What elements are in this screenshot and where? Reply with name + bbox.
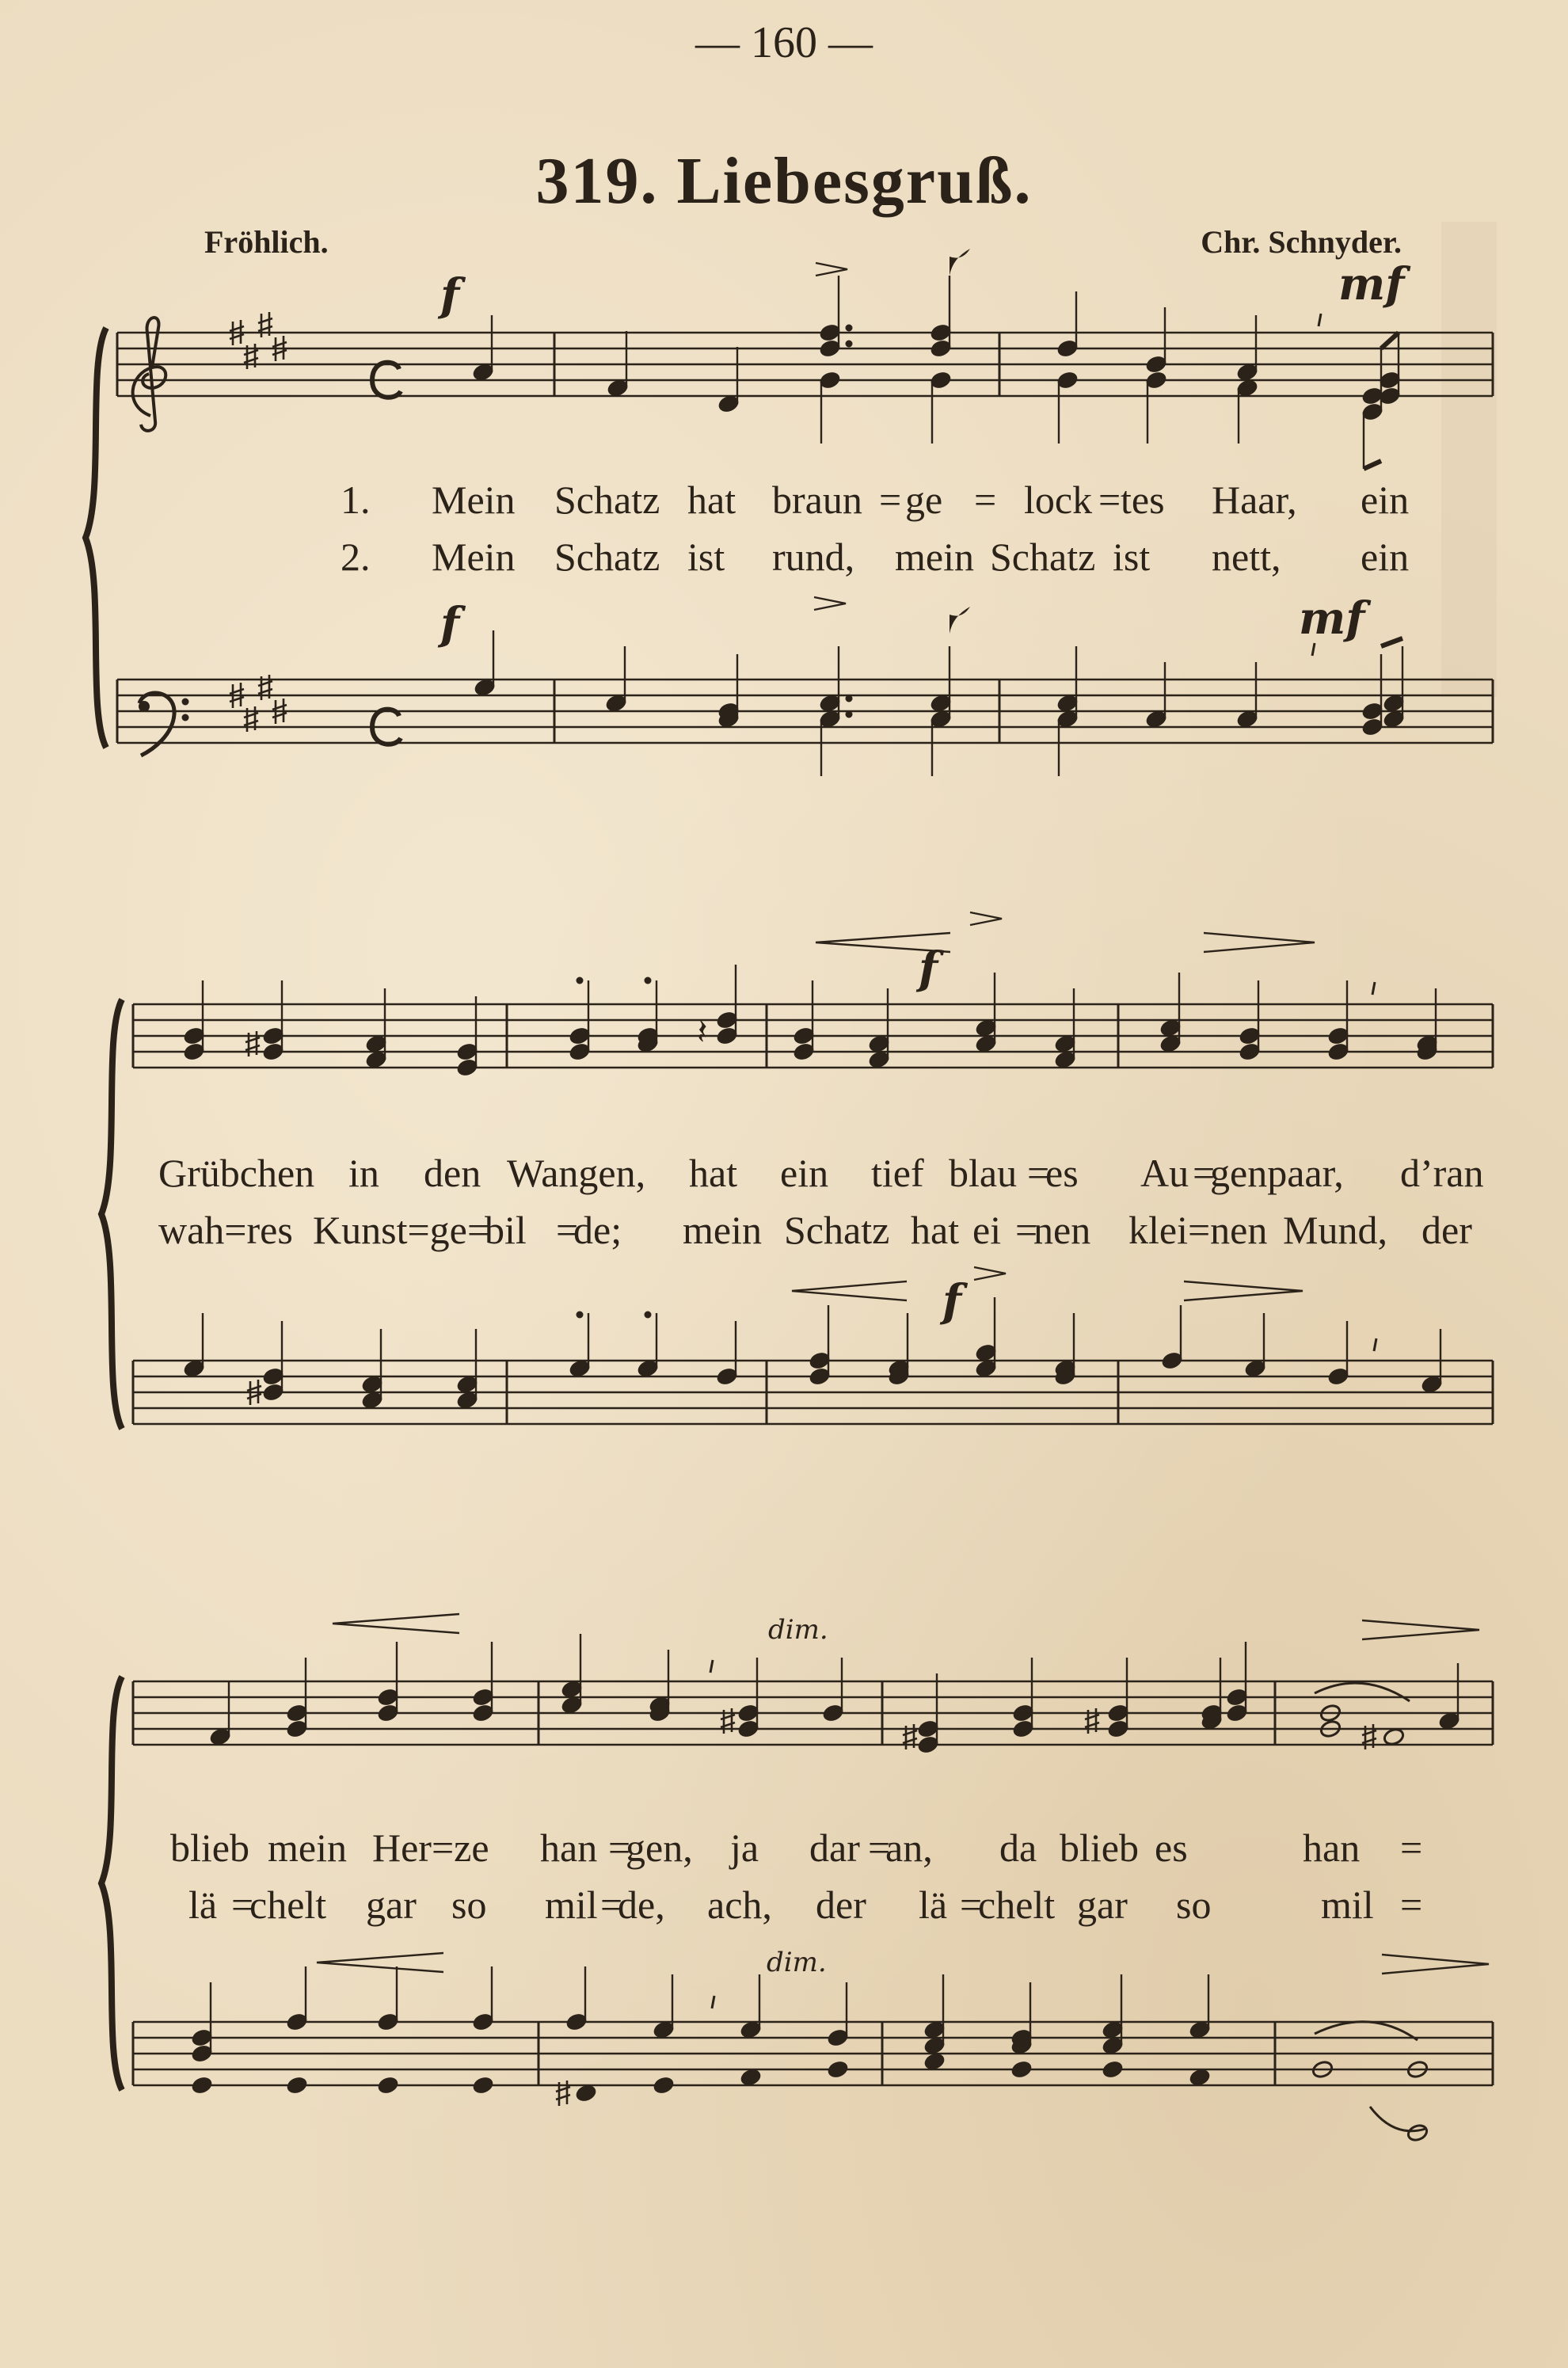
lyric-syllable: mil	[545, 1883, 598, 1927]
lyric-syllable: Schatz	[554, 478, 660, 522]
lyric-syllable: blieb	[170, 1825, 249, 1870]
breath-mark	[712, 1996, 714, 2008]
dynamic-forte: f	[440, 598, 460, 650]
lyric-syllable: mein	[683, 1208, 762, 1252]
treble-clef	[133, 318, 166, 431]
lyric-syllable: Mein	[432, 478, 516, 522]
lyric-hyphen: =	[879, 478, 902, 522]
tie-arc	[1370, 2107, 1425, 2131]
lyric-hyphen: =	[467, 1208, 490, 1252]
half-note	[1383, 1727, 1406, 1747]
decrescendo-hairpin	[1204, 933, 1315, 952]
note-head	[923, 2052, 946, 2072]
note-head	[377, 2076, 400, 2096]
lyric-syllable: den	[424, 1151, 481, 1195]
system-brace	[86, 328, 106, 748]
note-beam	[1381, 333, 1399, 348]
bass-clef-dot	[182, 699, 189, 706]
tempo-marking: Fröhlich.	[204, 224, 329, 260]
lyric-syllable: es	[1155, 1825, 1188, 1870]
lyric-syllable: blau	[949, 1151, 1018, 1195]
lyric-syllable: da	[999, 1825, 1037, 1870]
lyric-syllable: ach,	[707, 1883, 772, 1927]
lyric-hyphen: =	[960, 1883, 983, 1927]
decrescendo-hairpin	[1382, 1955, 1489, 1974]
breath-mark	[1372, 982, 1375, 995]
dynamic-diminuendo: dim.	[767, 1947, 827, 1978]
lyric-syllable: so	[1176, 1883, 1212, 1927]
breath-mark	[710, 1660, 713, 1673]
lyric-syllable: in	[348, 1151, 379, 1195]
lyric-syllable: Schatz	[554, 535, 660, 579]
lyric-hyphen: =	[974, 478, 997, 522]
lyric-hyphen: =	[868, 1825, 891, 1870]
lyric-syllable: chelt	[978, 1883, 1056, 1927]
lyric-syllable: lä	[919, 1883, 948, 1927]
accent-mark	[816, 263, 847, 276]
crescendo-hairpin	[792, 1281, 907, 1300]
staccato-dot	[577, 1312, 584, 1319]
lyric-syllable: han	[540, 1825, 598, 1870]
breath-mark	[1319, 314, 1321, 326]
lyric-syllable: Haar,	[1212, 478, 1297, 522]
note-flag	[950, 249, 970, 276]
lyric-hyphen: =	[1400, 1883, 1423, 1927]
note-beam	[1364, 461, 1381, 469]
note-head	[1010, 2060, 1033, 2080]
lyric-syllable: der	[816, 1883, 866, 1927]
note-head	[472, 2076, 495, 2096]
accent-mark	[974, 1267, 1006, 1280]
breath-mark	[1312, 643, 1315, 656]
accent-mark	[970, 912, 1002, 925]
lyric-hyphen: =	[1098, 478, 1121, 522]
lyric-syllable: bil	[485, 1208, 527, 1252]
lyric-syllable: blieb	[1060, 1825, 1139, 1870]
note-head	[1189, 2068, 1212, 2088]
lyric-syllable: hat	[687, 478, 736, 522]
lyric-syllable: ein	[1361, 478, 1410, 522]
crescendo-hairpin	[333, 1614, 459, 1633]
note-head	[1102, 2060, 1125, 2080]
lyric-syllable: wah=res	[158, 1208, 293, 1252]
lyric-syllable: es	[1045, 1151, 1079, 1195]
lyric-syllable: ist	[1113, 535, 1151, 579]
staccato-dot	[577, 977, 584, 984]
hymn-title: 319. Liebesgruß.	[535, 144, 1033, 218]
lyric-syllable: Her=ze	[372, 1825, 489, 1870]
note-beam	[1381, 638, 1402, 646]
page-number: — 160 —	[695, 18, 873, 67]
lyric-syllable: lock	[1024, 478, 1093, 522]
lyric-syllable: der	[1421, 1208, 1472, 1252]
lyric-syllable: rund,	[772, 535, 855, 579]
verse-number: 1.	[341, 478, 371, 522]
lyric-hyphen: =	[608, 1825, 631, 1870]
lyric-syllable: klei=nen	[1128, 1208, 1268, 1252]
system-brace	[101, 1677, 122, 2090]
lyric-syllable: ein	[780, 1151, 829, 1195]
lyric-hyphen: =	[556, 1208, 579, 1252]
decrescendo-hairpin	[1362, 1620, 1479, 1639]
lyric-syllable: ein	[1361, 535, 1410, 579]
lyric-syllable: tes	[1121, 478, 1165, 522]
quarter-rest: 𝄽	[697, 1012, 708, 1053]
dynamic-forte: f	[440, 269, 460, 322]
lyric-syllable: ist	[687, 535, 725, 579]
lyric-syllable: tief	[871, 1151, 924, 1195]
paper-stain	[1441, 222, 1497, 697]
half-note	[1406, 2123, 1429, 2143]
lyric-syllable: so	[451, 1883, 487, 1927]
system-brace	[101, 999, 122, 1429]
lyric-hyphen: =	[1027, 1151, 1050, 1195]
lyric-syllable: Schatz	[990, 535, 1096, 579]
lyric-syllable: ge	[905, 478, 943, 522]
augmentation-dot	[846, 711, 853, 718]
lyric-syllable: Mein	[432, 535, 516, 579]
verse-number: 2.	[341, 535, 371, 579]
note-head	[286, 2076, 309, 2096]
lyric-syllable: Mund,	[1283, 1208, 1387, 1252]
note-head	[740, 2068, 763, 2088]
lyric-syllable: gar	[366, 1883, 417, 1927]
lyric-syllable: dar	[809, 1825, 860, 1870]
lyric-syllable: lä	[188, 1883, 218, 1927]
lyric-syllable: hat	[911, 1208, 960, 1252]
augmentation-dot	[846, 695, 853, 702]
crescendo-hairpin	[317, 1953, 443, 1972]
staccato-dot	[645, 1312, 652, 1319]
lyric-syllable: braun	[772, 478, 862, 522]
lyric-hyphen: =	[1015, 1208, 1038, 1252]
lyric-syllable: de,	[618, 1883, 665, 1927]
lyric-syllable: Schatz	[784, 1208, 890, 1252]
breath-mark	[1374, 1338, 1376, 1351]
note-flag	[950, 607, 970, 634]
lyric-hyphen: =	[1193, 1151, 1216, 1195]
augmentation-dot	[846, 341, 853, 348]
lyric-syllable: hat	[689, 1151, 738, 1195]
augmentation-dot	[846, 325, 853, 332]
lyric-syllable: nett,	[1212, 535, 1281, 579]
lyric-syllable: ja	[730, 1825, 759, 1870]
lyric-syllable: chelt	[249, 1883, 327, 1927]
lyric-syllable: mein	[895, 535, 974, 579]
lyric-syllable: gar	[1077, 1883, 1128, 1927]
lyric-syllable: Kunst=ge	[313, 1208, 467, 1252]
note-head	[575, 2084, 598, 2103]
lyric-syllable: mein	[268, 1825, 347, 1870]
dynamic-forte: f	[919, 942, 938, 995]
lyric-syllable: han	[1303, 1825, 1361, 1870]
note-head	[827, 2060, 850, 2080]
dynamic-forte: f	[942, 1275, 962, 1327]
dynamic-mezzoforte: mf	[1338, 258, 1405, 310]
lyric-hyphen: =	[600, 1883, 623, 1927]
lyric-syllable: mil	[1321, 1883, 1374, 1927]
dynamic-mezzoforte: mf	[1299, 592, 1365, 645]
accent-mark	[814, 597, 846, 610]
lyric-syllable: ei	[972, 1208, 1002, 1252]
tie-arc	[1315, 1683, 1410, 1701]
lyric-syllable: genpaar,	[1210, 1151, 1344, 1195]
lyric-syllable: d’ran	[1400, 1151, 1484, 1195]
lyric-syllable: Au	[1140, 1151, 1189, 1195]
staccato-dot	[645, 977, 652, 984]
decrescendo-hairpin	[1184, 1281, 1303, 1300]
bass-clef-dot	[182, 714, 189, 721]
lyric-syllable: gen,	[626, 1825, 693, 1870]
lyric-syllable: Wangen,	[507, 1151, 646, 1195]
note-head	[653, 2076, 676, 2096]
lyric-syllable: nen	[1033, 1208, 1091, 1252]
sharp-sign	[258, 312, 272, 337]
lyric-hyphen: =	[1400, 1825, 1423, 1870]
note-head	[191, 2076, 214, 2096]
lyric-syllable: an,	[885, 1825, 933, 1870]
lyric-hyphen: =	[231, 1883, 254, 1927]
dynamic-diminuendo: dim.	[768, 1614, 828, 1646]
lyric-syllable: de;	[573, 1208, 622, 1252]
bass-clef-dot	[139, 701, 150, 712]
lyric-syllable: Grübchen	[158, 1151, 315, 1195]
composer-name: Chr. Schnyder.	[1201, 224, 1402, 260]
